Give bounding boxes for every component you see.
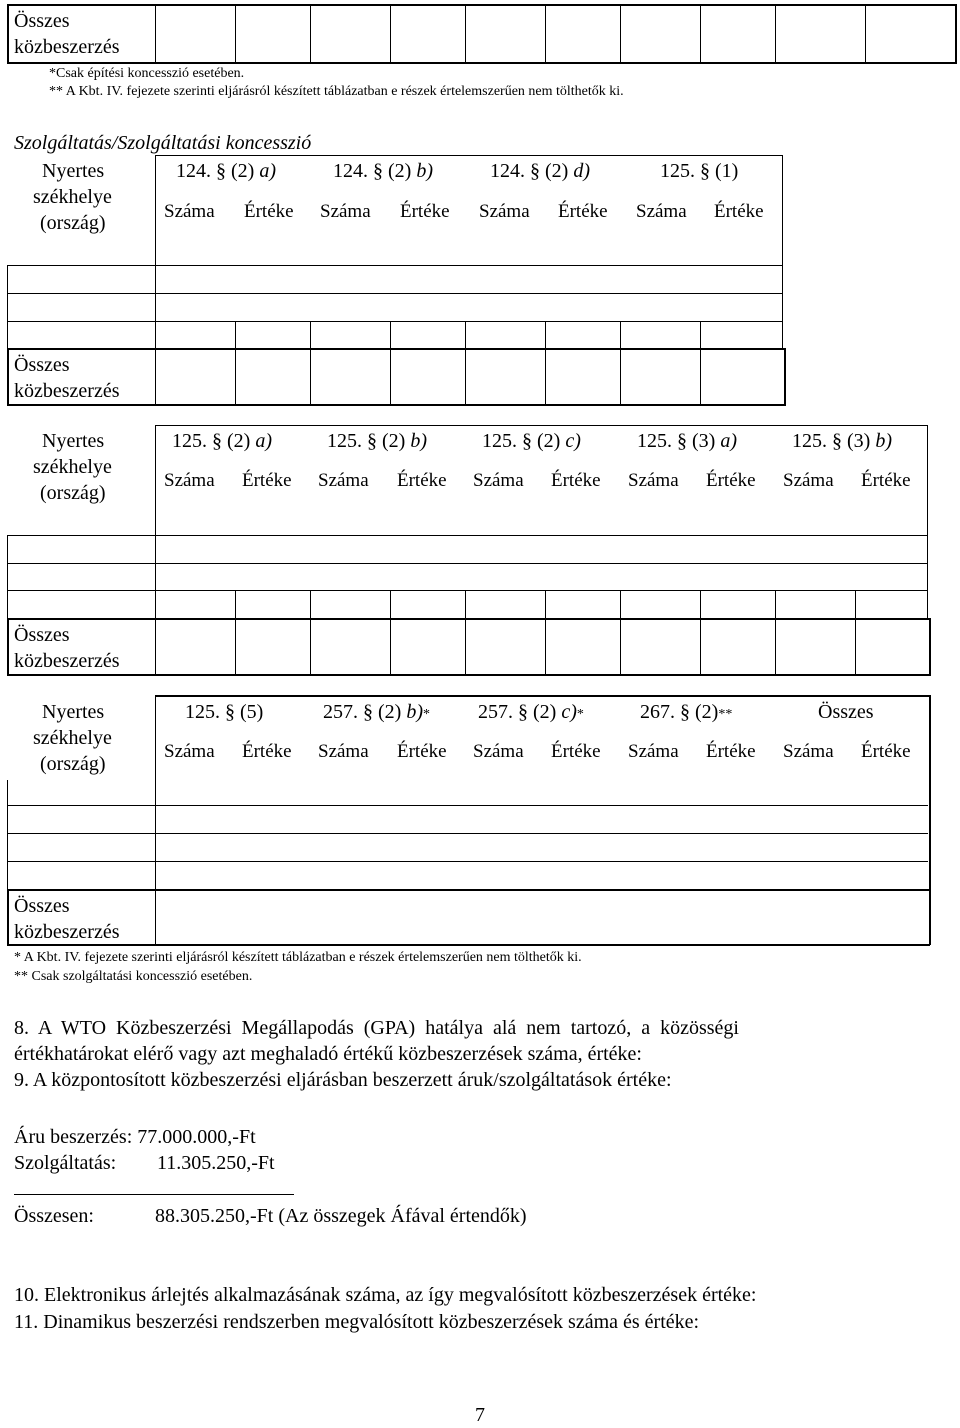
column-header: 257. § (2) b)* (323, 701, 430, 723)
column-subheader: Értéke (861, 470, 911, 491)
row-label: Nyertes (42, 701, 105, 723)
row-label: székhelye (33, 727, 112, 749)
paragraph-9: 9. A központosított közbeszerzési eljárásban beszerzett áruk/szolgáltatások értéke: (14, 1069, 672, 1091)
column-subheader: Száma (473, 741, 524, 762)
column-header: 124. § (2) d) (490, 160, 590, 182)
column-subheader: Értéke (242, 470, 292, 491)
column-subheader: Értéke (558, 201, 608, 222)
column-header: 125. § (2) c) (482, 430, 581, 452)
column-subheader: Száma (318, 470, 369, 491)
goods-value: 77.000.000,-Ft (137, 1126, 256, 1148)
row-label: Nyertes (42, 430, 105, 452)
column-header: 125. § (5) (185, 701, 264, 723)
column-subheader: Értéke (706, 470, 756, 491)
column-subheader: Értéke (244, 201, 294, 222)
goods-row (14, 1124, 256, 1150)
sum-divider (14, 1194, 294, 1195)
column-subheader: Száma (628, 741, 679, 762)
row-label: székhelye (33, 186, 112, 208)
column-subheader: Száma (164, 470, 215, 491)
column-subheader: Száma (479, 201, 530, 222)
column-header: 124. § (2) b) (333, 160, 433, 182)
total-label: közbeszerzés (14, 921, 120, 943)
column-subheader: Értéke (706, 741, 756, 762)
column-header: 124. § (2) a) (176, 160, 276, 182)
column-subheader: Száma (164, 201, 215, 222)
column-subheader: Száma (628, 470, 679, 491)
column-header: 257. § (2) c)* (478, 701, 584, 723)
column-subheader: Értéke (861, 741, 911, 762)
paragraph-8: értékhatárokat elérő vagy azt meghaladó értékű közbeszerzések száma, értéke: (14, 1043, 642, 1065)
column-subheader: Száma (783, 741, 834, 762)
footnote: *Csak építési koncesszió esetében. (49, 66, 245, 81)
column-header: 267. § (2)** (640, 701, 733, 723)
total-label: Összes (14, 624, 70, 646)
column-subheader: Értéke (551, 741, 601, 762)
column-subheader: Száma (636, 201, 687, 222)
column-header: 125. § (3) b) (792, 430, 892, 452)
total-label: Összes (14, 10, 70, 32)
column-subheader: Értéke (551, 470, 601, 491)
column-subheader: Értéke (400, 201, 450, 222)
column-header: 125. § (2) a) (172, 430, 272, 452)
total-label: Összes (14, 895, 70, 917)
column-subheader: Száma (320, 201, 371, 222)
service-value: 11.305.250,-Ft (157, 1152, 275, 1174)
column-header: 125. § (3) a) (637, 430, 737, 452)
paragraph-11: 11. Dinamikus beszerzési rendszerben megvalósított közbeszerzések száma és értéke: (14, 1311, 700, 1333)
total-sum-label: Összesen: (14, 1205, 94, 1227)
paragraph-10: 10. Elektronikus árlejtés alkalmazásának száma, az így megvalósított közbeszerzések értéke: (14, 1284, 757, 1306)
total-label: Összes (14, 354, 70, 376)
total-label: közbeszerzés (14, 650, 120, 672)
footnote: ** Csak szolgáltatási koncesszió esetében. (14, 969, 253, 984)
column-subheader: Értéke (397, 470, 447, 491)
paragraph-8: 8. A WTO Közbeszerzési Megállapodás (GPA) hatálya alá nem tartozó, a közösségi (14, 1017, 739, 1039)
column-subheader: Száma (783, 470, 834, 491)
footnote: * A Kbt. IV. fejezete szerinti eljárásról készített táblázatban e részek értelemszerűen nem tölthetők ki. (14, 950, 582, 965)
column-header: Összes (818, 701, 874, 723)
row-label: Nyertes (42, 160, 105, 182)
total-label: közbeszerzés (14, 36, 120, 58)
column-subheader: Száma (164, 741, 215, 762)
column-header: 125. § (2) b) (327, 430, 427, 452)
column-subheader: Értéke (397, 741, 447, 762)
page-number: 7 (475, 1404, 485, 1426)
column-subheader: Értéke (714, 201, 764, 222)
column-subheader: Száma (473, 470, 524, 491)
row-label: (ország) (40, 753, 106, 775)
service-label: Szolgáltatás: (14, 1152, 117, 1174)
row-label: (ország) (40, 482, 106, 504)
footnote: ** A Kbt. IV. fejezete szerinti eljárásról készített táblázatban e részek értelemszerűen nem tölthetők ki. (49, 84, 624, 99)
column-subheader: Értéke (242, 741, 292, 762)
section-title: Szolgáltatás/Szolgáltatási koncesszió (14, 132, 312, 154)
goods-label: Áru beszerzés: (14, 1126, 138, 1148)
total-label: közbeszerzés (14, 380, 120, 402)
total-sum-value: 88.305.250,-Ft (Az összegek Áfával értendők) (155, 1205, 527, 1227)
row-label: (ország) (40, 212, 106, 234)
row-label: székhelye (33, 456, 112, 478)
column-subheader: Száma (318, 741, 369, 762)
column-header: 125. § (1) (660, 160, 739, 182)
